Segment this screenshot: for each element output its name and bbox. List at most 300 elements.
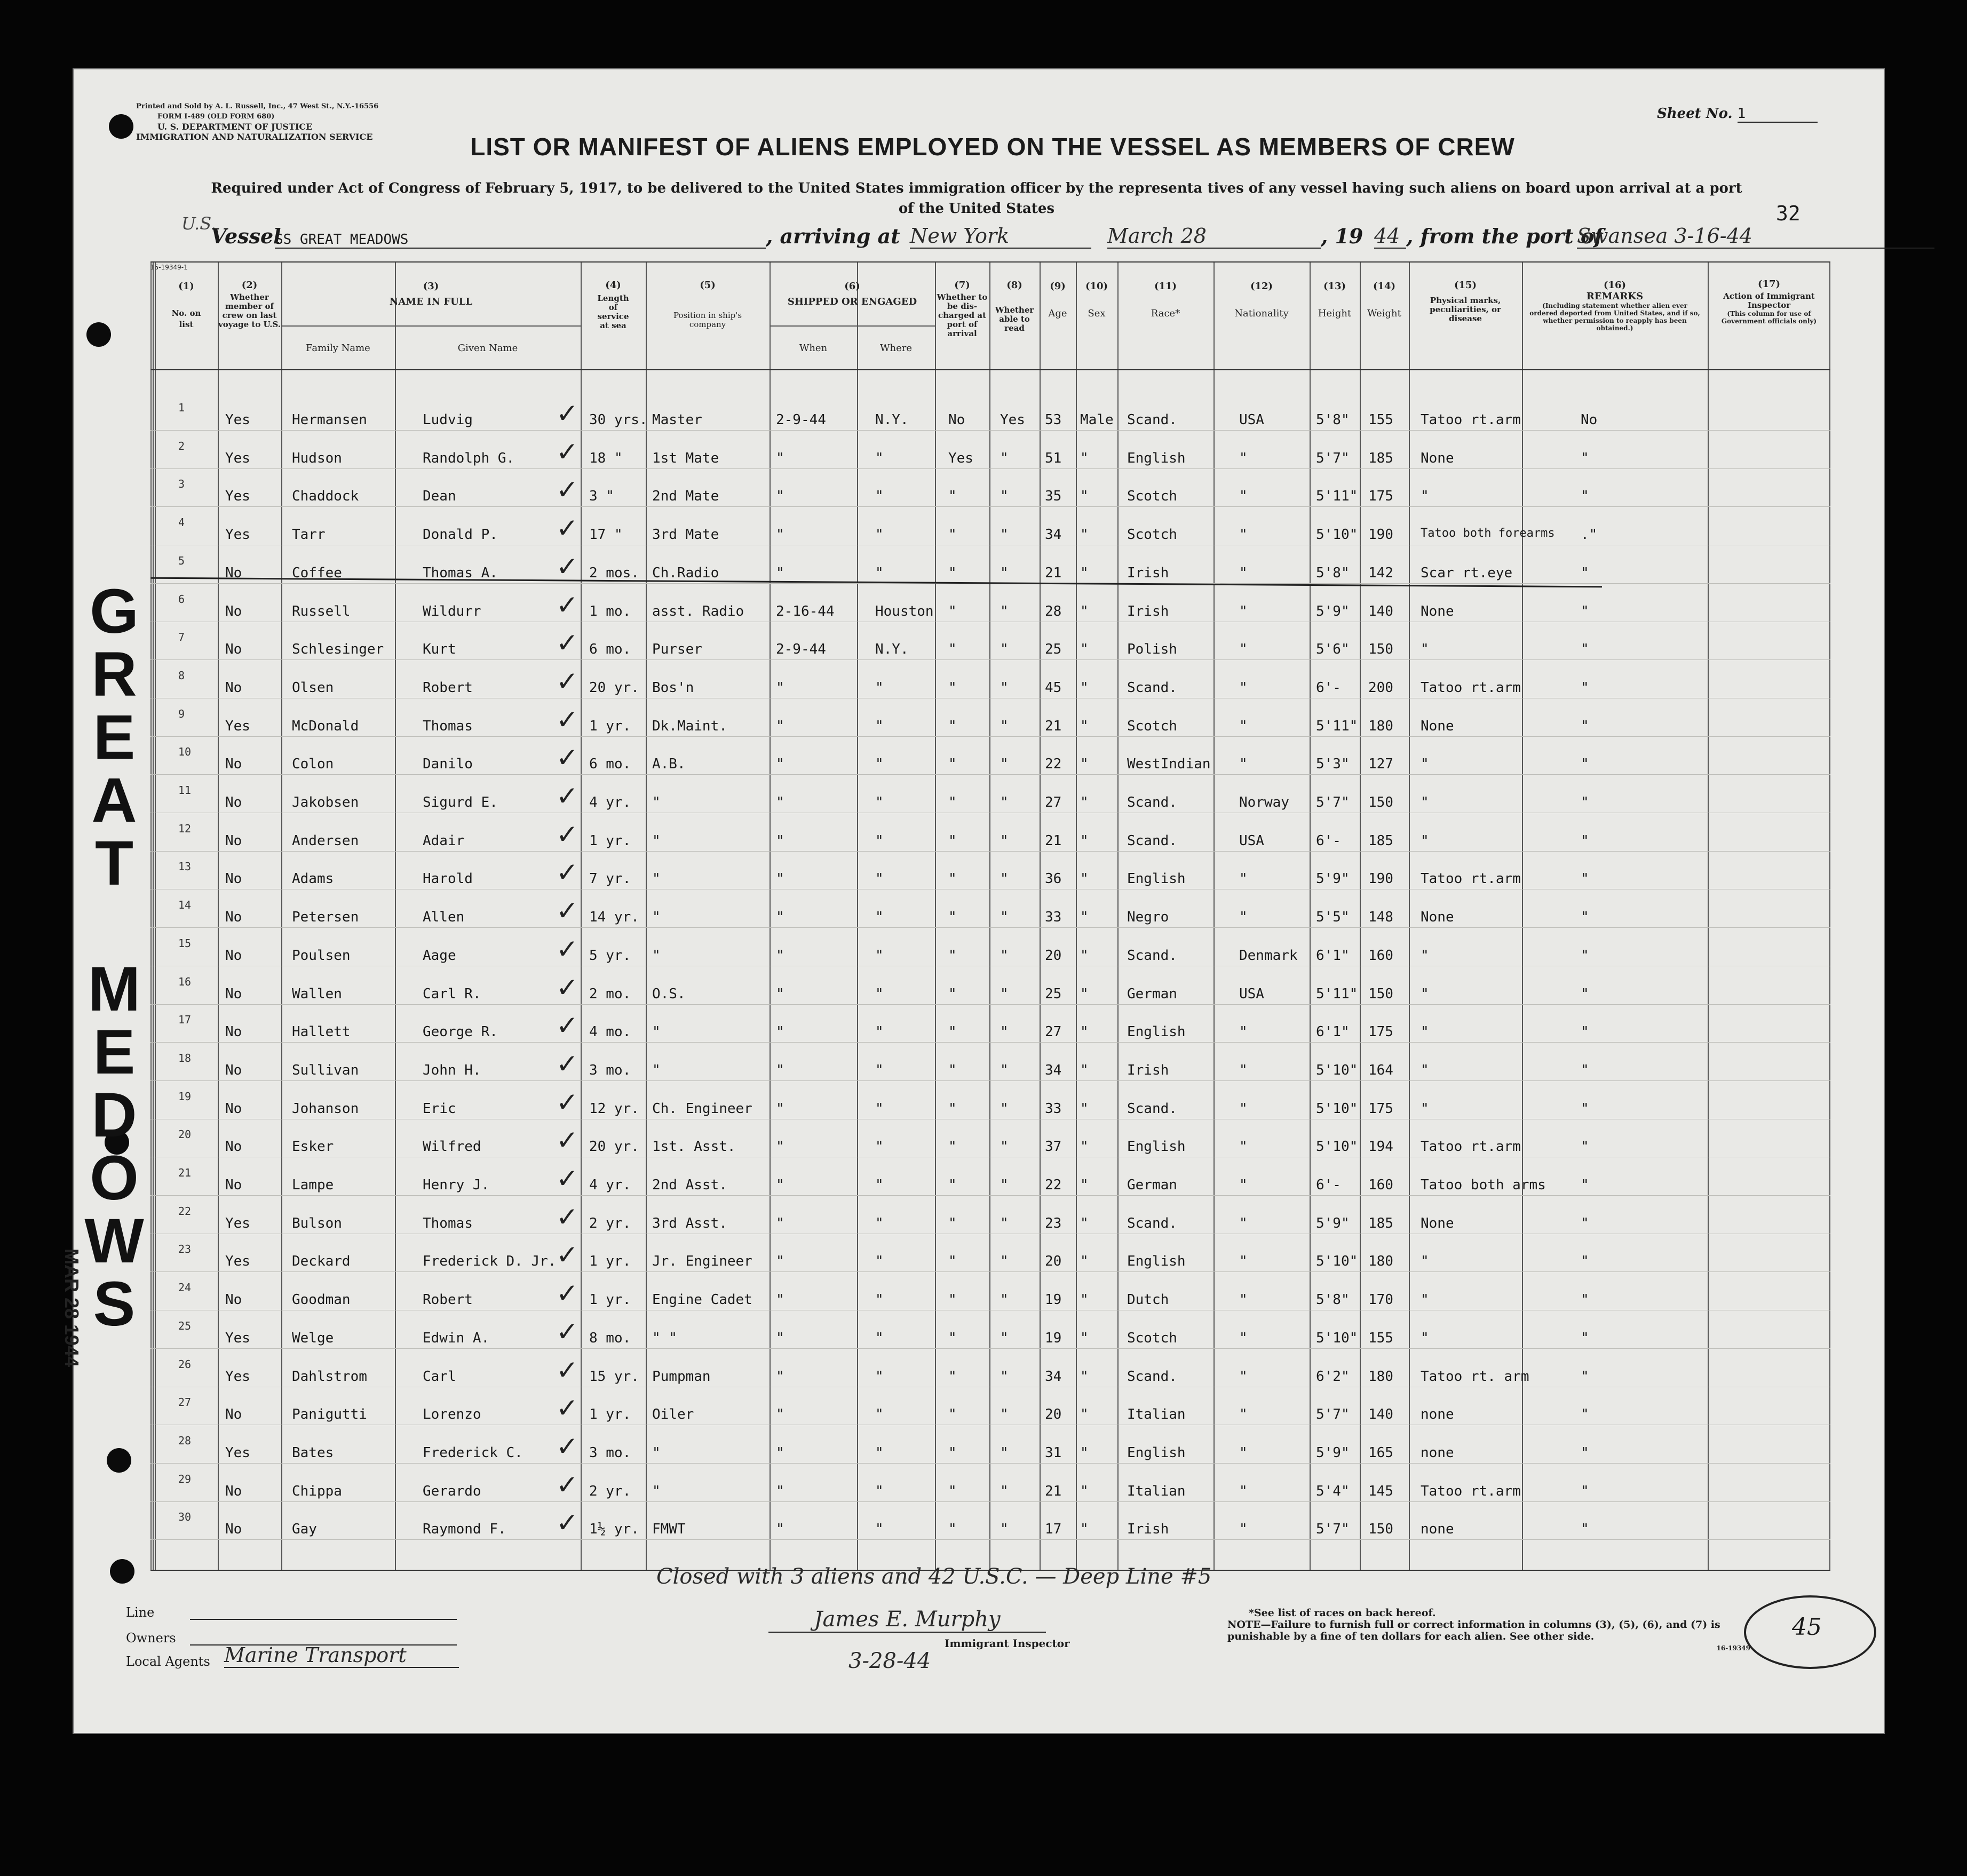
col-header-num: (2): [241, 280, 258, 291]
cell-age: 22: [1045, 756, 1062, 773]
column-divider: [218, 263, 219, 1570]
cell-where: ": [875, 1483, 884, 1499]
cell-discharged: ": [948, 947, 957, 964]
cell-when: ": [776, 1139, 784, 1155]
cell-length: 6 mo.: [589, 756, 631, 773]
cell-sex: ": [1080, 794, 1089, 810]
cell-sex: ": [1080, 1292, 1089, 1308]
col-header-num: (14): [1373, 281, 1396, 292]
cell-sex: ": [1080, 1330, 1089, 1346]
cell-given: Danilo: [423, 756, 473, 773]
cell-family: Goodman: [292, 1292, 351, 1308]
cell-length: 2 mo.: [589, 985, 631, 1002]
cell-discharged: ": [948, 1177, 957, 1193]
col-header-text: No. on list: [171, 308, 201, 329]
printer-line: FORM I-489 (OLD FORM 680): [157, 113, 275, 121]
cell-remarks: ": [1581, 909, 1589, 926]
col-header-num: (13): [1323, 281, 1346, 292]
cell-discharged: ": [948, 1368, 957, 1385]
row-number: 30: [178, 1511, 192, 1524]
footer-agents-value: Marine Transport: [224, 1643, 459, 1668]
cell-remarks: ": [1581, 1253, 1589, 1270]
cell-marks: ": [1421, 985, 1429, 1002]
cell-weight: 175: [1368, 488, 1393, 505]
cell-discharged: ": [948, 1253, 957, 1270]
column-divider: [153, 263, 154, 1570]
cell-read: ": [1000, 1406, 1009, 1423]
cell-race: English: [1127, 871, 1186, 887]
cell-length: 1 yr.: [589, 718, 631, 734]
cell-when: ": [776, 756, 784, 773]
row-number: 24: [178, 1281, 192, 1294]
cell-race: Irish: [1127, 1062, 1169, 1078]
cell-height: 5'5": [1316, 909, 1350, 926]
cell-remarks: ": [1581, 756, 1589, 773]
col-header-text: Physical marks, peculiarities, or disease: [1430, 296, 1501, 323]
row-number: 1: [178, 401, 185, 414]
cell-read: ": [1000, 756, 1009, 773]
cell-given: Wilfred: [423, 1139, 481, 1155]
cell-position: asst. Radio: [652, 603, 744, 619]
col-header-num: (3): [423, 281, 439, 292]
cell-position: 3rd Mate: [652, 527, 719, 543]
cell-prev: No: [225, 1100, 242, 1117]
cell-weight: 180: [1368, 1368, 1393, 1385]
cell-race: Scand.: [1127, 679, 1177, 696]
cell-when: ": [776, 488, 784, 505]
header-subdivider: [770, 325, 935, 327]
cell-read: ": [1000, 1292, 1009, 1308]
row-rule: [150, 1004, 1830, 1005]
cell-family: Tarr: [292, 527, 326, 543]
cell-where: ": [875, 947, 884, 964]
cell-marks: ": [1421, 488, 1429, 505]
cell-marks: none: [1421, 1406, 1454, 1423]
col-header-text: Position in ship's company: [673, 311, 742, 329]
cell-race: Scand.: [1127, 832, 1177, 849]
cell-race: WestIndian: [1127, 756, 1211, 773]
cell-prev: Yes: [225, 1444, 250, 1461]
header-divider: [150, 369, 1830, 370]
check-mark-icon: ✓: [556, 781, 578, 812]
check-mark-icon: ✓: [556, 1125, 578, 1156]
cell-age: 28: [1045, 603, 1062, 619]
cell-sex: ": [1080, 871, 1089, 887]
cell-family: Dahlstrom: [292, 1368, 367, 1385]
cell-race: Irish: [1127, 603, 1169, 619]
column-divider: [1310, 263, 1311, 1570]
cell-read: ": [1000, 985, 1009, 1002]
col-header-num: (10): [1085, 281, 1108, 292]
cell-weight: 140: [1368, 1406, 1393, 1423]
cell-remarks: ": [1581, 1177, 1589, 1193]
cell-read: ": [1000, 1177, 1009, 1193]
col-header-9: [1040, 281, 1076, 319]
cell-prev: Yes: [225, 450, 250, 466]
cell-length: 30 yrs.: [589, 412, 648, 428]
cell-age: 19: [1045, 1292, 1062, 1308]
col-header-num: (8): [1006, 280, 1022, 291]
cell-discharged: ": [948, 832, 957, 849]
cell-position: 1st Mate: [652, 450, 719, 466]
cell-remarks: ": [1581, 1024, 1589, 1040]
cell-when: ": [776, 1483, 784, 1499]
cell-height: 5'3": [1316, 756, 1350, 773]
punch-hole: [86, 322, 111, 347]
column-divider: [989, 263, 990, 1570]
cell-when: ": [776, 1215, 784, 1231]
cell-race: Italian: [1127, 1483, 1186, 1499]
cell-length: 1 yr.: [589, 1406, 631, 1423]
cell-length: 15 yr.: [589, 1368, 639, 1385]
cell-given: Robert: [423, 679, 473, 696]
cell-when: ": [776, 1062, 784, 1078]
column-divider: [281, 263, 282, 1570]
cell-age: 45: [1045, 679, 1062, 696]
cell-when: ": [776, 1100, 784, 1117]
col-header-when: When: [799, 343, 828, 354]
sheet-number-value: 1: [1738, 106, 1818, 123]
cell-read: ": [1000, 1062, 1009, 1078]
cell-age: 25: [1045, 985, 1062, 1002]
cell-length: 8 mo.: [589, 1330, 631, 1346]
cell-weight: 190: [1368, 527, 1393, 543]
cell-race: Scand.: [1127, 1100, 1177, 1117]
cell-length: 4 yr.: [589, 1177, 631, 1193]
cell-nationality: ": [1239, 1024, 1248, 1040]
cell-race: Scand.: [1127, 947, 1177, 964]
cell-when: ": [776, 718, 784, 734]
cell-family: Lampe: [292, 1177, 334, 1193]
row-number: 12: [178, 822, 192, 835]
cell-family: McDonald: [292, 718, 359, 734]
cell-race: Scotch: [1127, 488, 1177, 505]
cell-where: ": [875, 1024, 884, 1040]
from-port: Swansea 3-16-44: [1577, 224, 1934, 249]
cell-read: Yes: [1000, 412, 1025, 428]
cell-discharged: ": [948, 1100, 957, 1117]
cell-sex: ": [1080, 1368, 1089, 1385]
cell-marks: ": [1421, 1330, 1429, 1346]
cell-given: Ludvig: [423, 412, 473, 428]
cell-where: ": [875, 985, 884, 1002]
column-divider: [155, 263, 156, 1570]
vessel-name-stamp: [79, 576, 149, 1332]
cell-weight: 180: [1368, 718, 1393, 734]
cell-given: Wildurr: [423, 603, 481, 619]
cell-given: Aage: [423, 947, 456, 964]
check-mark-icon: ✓: [556, 1010, 578, 1042]
punch-hole: [107, 1448, 131, 1473]
sheet-number-label: Sheet No.: [1657, 106, 1733, 122]
row-rule: [150, 1539, 1830, 1540]
row-rule: [150, 1348, 1830, 1349]
cell-where: ": [875, 909, 884, 926]
cell-age: 20: [1045, 1253, 1062, 1270]
cell-age: 27: [1045, 1024, 1062, 1040]
cell-marks: None: [1421, 450, 1454, 466]
cell-sex: ": [1080, 1253, 1089, 1270]
printer-line: Printed and Sold by A. L. Russell, Inc., 47 West St., N.Y.-16556: [136, 102, 379, 110]
cell-when: ": [776, 527, 784, 543]
col-header-12: [1213, 281, 1310, 319]
cell-nationality: ": [1239, 603, 1248, 619]
cell-prev: No: [225, 756, 242, 773]
cell-age: 25: [1045, 641, 1062, 658]
cell-where: ": [875, 1330, 884, 1346]
col-header-num: (17): [1757, 279, 1781, 290]
stamp-text: GREAT MEDOWS: [79, 576, 149, 1332]
inspector-label: Immigrant Inspector: [945, 1637, 1070, 1650]
cell-when: 2-16-44: [776, 603, 835, 619]
cell-prev: No: [225, 947, 242, 964]
cell-nationality: ": [1239, 488, 1248, 505]
cell-family: Russell: [292, 603, 351, 619]
cell-family: Hermansen: [292, 412, 367, 428]
cell-length: 1½ yr.: [589, 1521, 639, 1538]
cell-race: Scand.: [1127, 412, 1177, 428]
cell-length: 12 yr.: [589, 1100, 639, 1117]
cell-age: 51: [1045, 450, 1062, 466]
cell-remarks: No: [1581, 412, 1598, 428]
cell-remarks: ": [1581, 488, 1589, 505]
cell-length: 3 mo.: [589, 1062, 631, 1078]
cell-position: Ch.Radio: [652, 565, 719, 581]
cell-length: 20 yr.: [589, 1139, 639, 1155]
cell-where: ": [875, 527, 884, 543]
check-mark-icon: ✓: [556, 742, 578, 774]
cell-length: 2 yr.: [589, 1483, 631, 1499]
cell-age: 21: [1045, 718, 1062, 734]
cell-family: Johanson: [292, 1100, 359, 1117]
row-number: 5: [178, 554, 185, 567]
cell-marks: None: [1421, 1215, 1454, 1231]
cell-marks: ": [1421, 1062, 1429, 1078]
cell-family: Chaddock: [292, 488, 359, 505]
cell-discharged: ": [948, 565, 957, 581]
handwritten-us: U.S.: [181, 213, 217, 234]
cell-age: 23: [1045, 1215, 1062, 1231]
cell-height: 5'9": [1316, 1444, 1350, 1461]
cell-position: 2nd Asst.: [652, 1177, 727, 1193]
cell-race: English: [1127, 1253, 1186, 1270]
row-rule: [150, 468, 1830, 469]
cell-height: 5'7": [1316, 794, 1350, 810]
cell-weight: 150: [1368, 641, 1393, 658]
cell-marks: ": [1421, 641, 1429, 658]
cell-when: ": [776, 794, 784, 810]
cell-prev: No: [225, 909, 242, 926]
cell-height: 6'1": [1316, 947, 1350, 964]
cell-sex: ": [1080, 450, 1089, 466]
footer-notes: [1227, 1607, 1750, 1654]
cell-given: Henry J.: [423, 1177, 490, 1193]
cell-position: 3rd Asst.: [652, 1215, 727, 1231]
cell-weight: 190: [1368, 871, 1393, 887]
cell-where: ": [875, 756, 884, 773]
cell-where: ": [875, 679, 884, 696]
col-header-text: Age: [1048, 308, 1067, 319]
row-number: 13: [178, 860, 192, 873]
cell-length: 1 yr.: [589, 1253, 631, 1270]
cell-discharged: ": [948, 1330, 957, 1346]
cell-length: 1 yr.: [589, 832, 631, 849]
cell-discharged: ": [948, 641, 957, 658]
cell-nationality: USA: [1239, 832, 1264, 849]
cell-where: ": [875, 1368, 884, 1385]
cell-weight: 148: [1368, 909, 1393, 926]
cell-given: Frederick D. Jr.: [423, 1253, 557, 1270]
cell-remarks: ": [1581, 1215, 1589, 1231]
cell-height: 5'8": [1316, 565, 1350, 581]
cell-weight: 150: [1368, 985, 1393, 1002]
cell-when: ": [776, 1521, 784, 1538]
cell-position: ": [652, 1062, 661, 1078]
cell-remarks: ": [1581, 603, 1589, 619]
cell-family: Hallett: [292, 1024, 351, 1040]
cell-remarks: ": [1581, 1330, 1589, 1346]
cell-family: Wallen: [292, 985, 342, 1002]
cell-sex: ": [1080, 1100, 1089, 1117]
races-note: *See list of races on back hereof.: [1249, 1607, 1436, 1619]
row-number: 3: [178, 478, 185, 491]
cell-position: Engine Cadet: [652, 1292, 752, 1308]
cell-age: 31: [1045, 1444, 1062, 1461]
cell-position: O.S.: [652, 985, 686, 1002]
cell-where: ": [875, 1253, 884, 1270]
arriving-port: New York: [910, 224, 1091, 249]
cell-remarks: ": [1581, 1483, 1589, 1499]
cell-when: ": [776, 909, 784, 926]
col-header-given: Given Name: [457, 343, 518, 354]
cell-when: ": [776, 1292, 784, 1308]
cell-sex: ": [1080, 718, 1089, 734]
cell-prev: Yes: [225, 718, 250, 734]
row-rule: [150, 736, 1830, 737]
cell-where: ": [875, 450, 884, 466]
cell-when: ": [776, 985, 784, 1002]
cell-length: 2 mos.: [589, 565, 639, 581]
row-rule: [150, 1501, 1830, 1502]
cell-position: Pumpman: [652, 1368, 711, 1385]
check-mark-icon: ✓: [556, 857, 578, 888]
cell-height: 5'10": [1316, 1253, 1358, 1270]
cell-weight: 145: [1368, 1483, 1393, 1499]
col-header-text: Nationality: [1234, 308, 1289, 319]
cell-position: Ch. Engineer: [652, 1100, 752, 1117]
col-header-text: Whether to be dis-charged at port of arrival: [937, 292, 988, 338]
cell-sex: ": [1080, 756, 1089, 773]
cell-given: Dean: [423, 488, 456, 505]
cell-nationality: ": [1239, 679, 1248, 696]
cell-family: Chippa: [292, 1483, 342, 1499]
circled-number-text: 45: [1792, 1613, 1822, 1641]
cell-age: 27: [1045, 794, 1062, 810]
cell-given: Allen: [423, 909, 465, 926]
cell-weight: 175: [1368, 1100, 1393, 1117]
cell-read: ": [1000, 832, 1009, 849]
vessel-name: SS GREAT MEADOWS: [275, 232, 766, 249]
column-divider: [150, 263, 152, 1570]
cell-given: Robert: [423, 1292, 473, 1308]
cell-sex: ": [1080, 1406, 1089, 1423]
cell-position: Purser: [652, 641, 702, 658]
cell-family: Esker: [292, 1139, 334, 1155]
cell-where: Houston: [875, 603, 934, 619]
cell-marks: None: [1421, 718, 1454, 734]
cell-family: Adams: [292, 871, 334, 887]
cell-read: ": [1000, 1100, 1009, 1117]
cell-sex: ": [1080, 488, 1089, 505]
cell-remarks: ": [1581, 1406, 1589, 1423]
cell-height: 6'1": [1316, 1024, 1350, 1040]
cell-family: Gay: [292, 1521, 317, 1538]
inspector-date: 3-28-44: [848, 1649, 931, 1673]
cell-discharged: ": [948, 488, 957, 505]
cell-given: Donald P.: [423, 527, 498, 543]
cell-position: Jr. Engineer: [652, 1253, 752, 1270]
form-reference: 16-19349: [1716, 1644, 1750, 1652]
col-header-text: SHIPPED OR ENGAGED: [787, 296, 917, 307]
cell-given: Carl: [423, 1368, 456, 1385]
cell-age: 20: [1045, 947, 1062, 964]
cell-age: 17: [1045, 1521, 1062, 1538]
cell-position: ": [652, 947, 661, 964]
cell-height: 5'8": [1316, 1292, 1350, 1308]
cell-where: ": [875, 1521, 884, 1538]
cell-age: 53: [1045, 412, 1062, 428]
cell-marks: Tatoo both forearms: [1421, 527, 1555, 540]
cell-height: 5'10": [1316, 1139, 1358, 1155]
page-stamp-number: 32: [1776, 202, 1801, 225]
cell-family: Olsen: [292, 679, 334, 696]
cell-marks: None: [1421, 603, 1454, 619]
cell-nationality: Norway: [1239, 794, 1289, 810]
cell-length: 18 ": [589, 450, 623, 466]
cell-read: ": [1000, 718, 1009, 734]
cell-marks: none: [1421, 1444, 1454, 1461]
column-divider: [1829, 263, 1830, 1570]
arrival-date: March 28: [1107, 224, 1321, 249]
cell-weight: 200: [1368, 679, 1393, 696]
cell-given: Thomas: [423, 1215, 473, 1231]
cell-discharged: ": [948, 985, 957, 1002]
cell-discharged: ": [948, 1521, 957, 1538]
cell-prev: Yes: [225, 1330, 250, 1346]
cell-remarks: ": [1581, 1444, 1589, 1461]
row-number: 6: [178, 592, 185, 606]
cell-weight: 175: [1368, 1024, 1393, 1040]
cell-weight: 185: [1368, 832, 1393, 849]
cell-prev: No: [225, 1177, 242, 1193]
row-number: 26: [178, 1357, 192, 1371]
check-mark-icon: ✓: [556, 933, 578, 965]
cell-length: 2 yr.: [589, 1215, 631, 1231]
cell-when: ": [776, 450, 784, 466]
cell-sex: ": [1080, 909, 1089, 926]
check-mark-icon: ✓: [556, 1201, 578, 1233]
cell-sex: ": [1080, 1024, 1089, 1040]
penalty-note: NOTE—Failure to furnish full or correct information in columns (3), (5), (6), and (7) is punishable by a fine of ten dollars for each alien. See other side.: [1227, 1619, 1720, 1642]
cell-where: ": [875, 871, 884, 887]
cell-height: 5'9": [1316, 1215, 1350, 1231]
cell-position: ": [652, 1444, 661, 1461]
cell-position: Dk.Maint.: [652, 718, 727, 734]
cell-family: Andersen: [292, 832, 359, 849]
cell-discharged: ": [948, 1444, 957, 1461]
column-divider: [395, 263, 396, 1570]
check-mark-icon: ✓: [556, 627, 578, 659]
